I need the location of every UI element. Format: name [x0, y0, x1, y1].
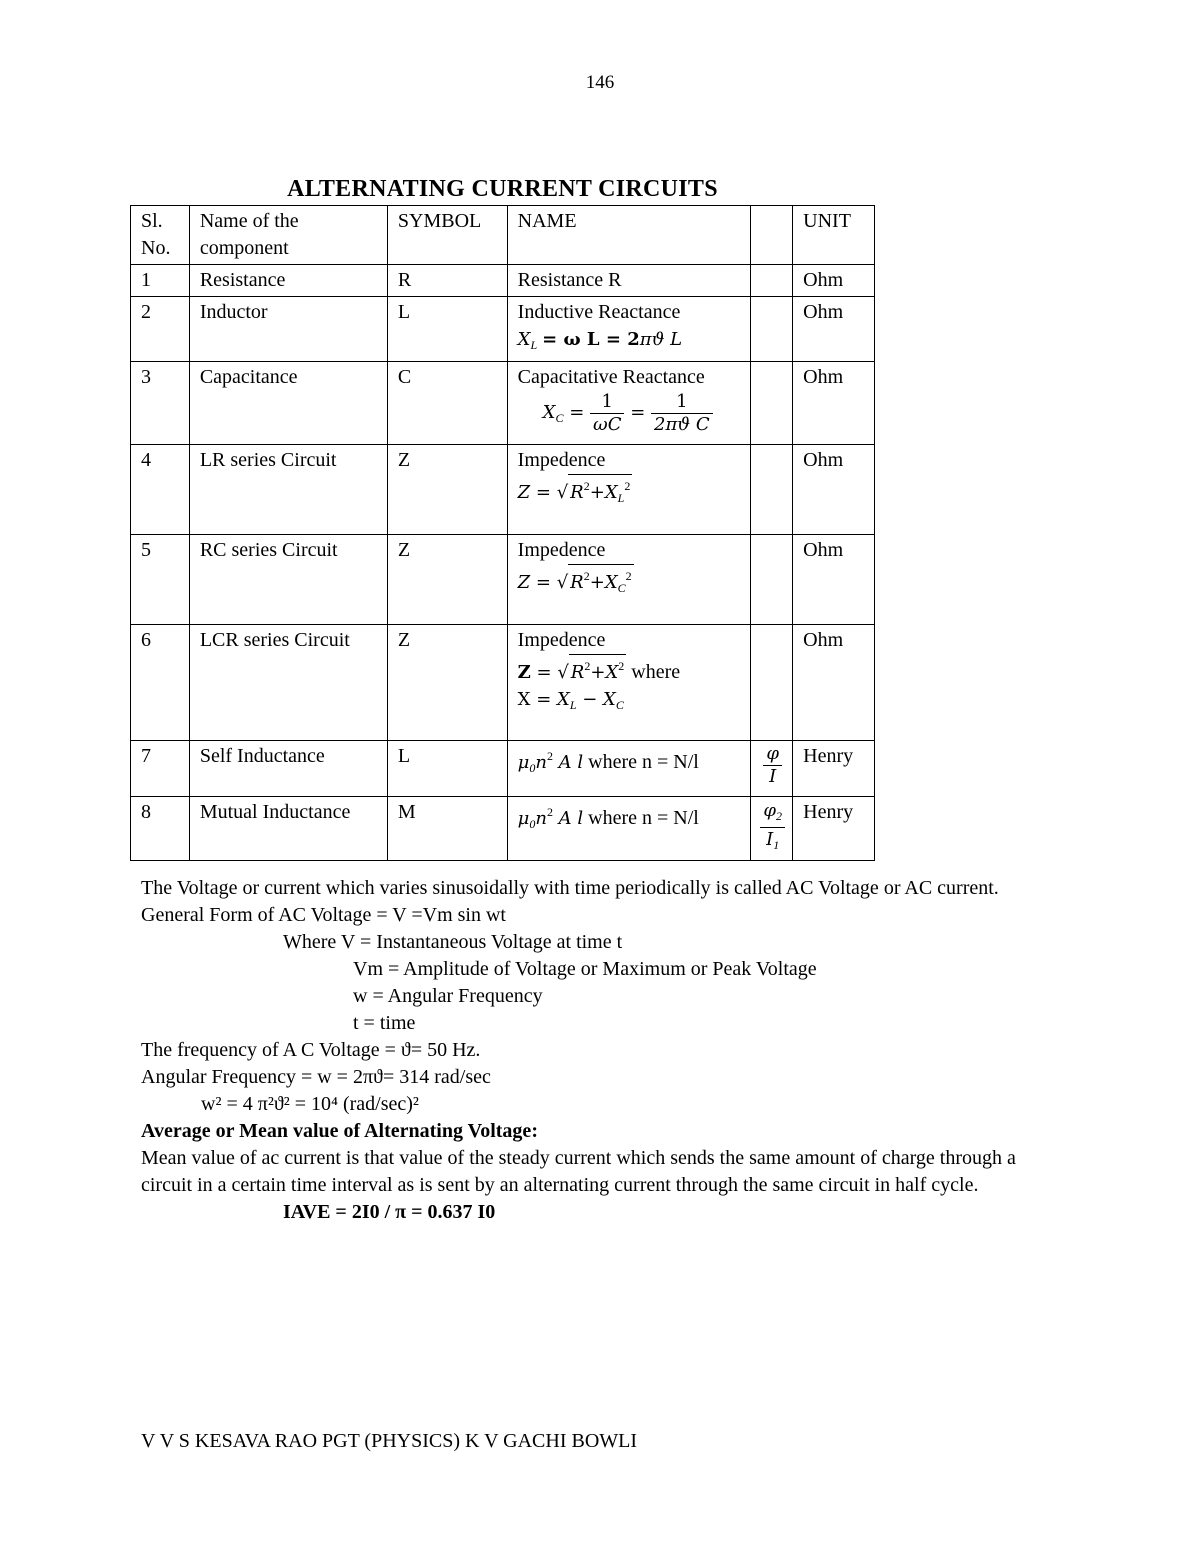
- inductive-reactance-formula: $X_L = \omega$ L = 2πϑ L: [517, 329, 683, 352]
- row-name-cell: [507, 445, 751, 535]
- row-component: Inductor: [189, 297, 387, 362]
- table-row: [131, 535, 875, 625]
- table-row: [131, 445, 875, 535]
- row-sl: 8: [131, 797, 190, 861]
- row-component: Self Inductance: [189, 741, 387, 797]
- header-unit: UNIT: [793, 206, 875, 265]
- ac-definition: The Voltage or current which varies sinusoidally with time periodically is called AC Voltage or AC current.: [141, 877, 999, 899]
- row-name: Resistance R: [507, 265, 751, 297]
- header-symbol: SYMBOL: [387, 206, 507, 265]
- where-label: where: [631, 661, 681, 683]
- page-number: 146: [585, 72, 615, 93]
- where-w: w = Angular Frequency: [353, 985, 543, 1007]
- row-symbol: Z: [387, 625, 507, 741]
- where-vm: Vm = Amplitude of Voltage or Maximum or Peak Voltage: [353, 958, 817, 980]
- mutual-inductance-formula: $\mu_0n^2$ A l: [517, 805, 584, 831]
- row-symbol: Z: [387, 445, 507, 535]
- row-component: Resistance: [189, 265, 387, 297]
- row-sl: 6: [131, 625, 190, 741]
- row-extra: [751, 625, 793, 741]
- header-name: NAME: [507, 206, 751, 265]
- row-component: RC series Circuit: [189, 535, 387, 625]
- row-name: Inductive Reactance: [517, 301, 681, 323]
- row-extra: [751, 797, 793, 861]
- table-row: [131, 741, 875, 797]
- row-unit: Ohm: [793, 362, 875, 445]
- table-row: [131, 297, 875, 362]
- where-v: Where V = Instantaneous Voltage at time t: [283, 931, 623, 953]
- row-symbol: R: [387, 265, 507, 297]
- page-footer: V V S KESAVA RAO PGT (PHYSICS) K V GACHI BOWLI: [141, 1430, 638, 1452]
- body-text: [141, 875, 1061, 1226]
- lcr-impedance-formula: Z = √ $R^2+X^2$ where: [518, 654, 748, 686]
- row-name-cell: [507, 535, 751, 625]
- row-name: Capacitative Reactance: [517, 366, 705, 388]
- table-row: [131, 362, 875, 445]
- row-extra: [751, 297, 793, 362]
- row-name-cell: [507, 625, 751, 741]
- omega-squared-line: w² = 4 π²ϑ² = 10⁴ (rad/sec)²: [201, 1093, 419, 1115]
- net-reactance-formula: $X = X_L - X_C$: [517, 689, 624, 712]
- row-sl: 5: [131, 535, 190, 625]
- row-sl: 1: [131, 265, 190, 297]
- row-component: Mutual Inductance: [189, 797, 387, 861]
- row-unit: Ohm: [793, 445, 875, 535]
- row-extra: [751, 535, 793, 625]
- row-symbol: L: [387, 741, 507, 797]
- rc-impedance-formula: Z = √ $R^2+X_C^2$: [518, 564, 748, 599]
- table-row: [131, 265, 875, 297]
- row-name-cell: [507, 741, 751, 797]
- row-extra: [751, 362, 793, 445]
- table-row: [131, 797, 875, 861]
- self-inductance-formula: $\mu_0n^2$ A l: [517, 749, 584, 775]
- row-extra: [751, 445, 793, 535]
- row-unit: Ohm: [793, 535, 875, 625]
- row-symbol: L: [387, 297, 507, 362]
- row-symbol: C: [387, 362, 507, 445]
- mean-value-definition: Mean value of ac current is that value of the steady current which sends the same amount of charge through a circuit in a certain time interval as is sent by an alternating current through the same circuit in half cycle.: [141, 1147, 1016, 1196]
- row-extra: [751, 265, 793, 297]
- row-sl: 7: [131, 741, 190, 797]
- lr-impedance-formula: Z = √ $R^2+X_L^2$: [518, 474, 748, 509]
- row-name: Impedence: [517, 449, 606, 471]
- row-name: Impedence: [517, 539, 606, 561]
- flux-over-current: $\frac{\varphi}{I}$: [763, 743, 782, 788]
- table-row: [131, 625, 875, 741]
- general-form: General Form of AC Voltage = V =Vm sin wt: [141, 904, 506, 926]
- row-symbol: Z: [387, 535, 507, 625]
- angular-frequency-line: Angular Frequency = w = 2πϑ= 314 rad/sec: [141, 1066, 491, 1088]
- row-sl: 2: [131, 297, 190, 362]
- row-component: LCR series Circuit: [189, 625, 387, 741]
- row-unit: Ohm: [793, 297, 875, 362]
- row-unit: Ohm: [793, 265, 875, 297]
- average-current-formula: IAVE = 2I0 / π = 0.637 I0: [283, 1201, 496, 1223]
- header-component: Name of the component: [189, 206, 387, 265]
- row-symbol: M: [387, 797, 507, 861]
- row-name-cell: [507, 362, 751, 445]
- row-sl: 4: [131, 445, 190, 535]
- row-unit: Henry: [793, 797, 875, 861]
- row-unit: Henry: [793, 741, 875, 797]
- row-name-cell: [507, 297, 751, 362]
- row-sl: 3: [131, 362, 190, 445]
- section-heading: Average or Mean value of Alternating Voltage:: [141, 1120, 538, 1142]
- page-title: ALTERNATING CURRENT CIRCUITS: [287, 176, 718, 202]
- capacitive-reactance-formula: $X_C$ = $\frac{1}{\omega C}$ = $\frac{1}{\text{2πϑ C}}$: [518, 391, 748, 436]
- where-t: t = time: [353, 1012, 416, 1034]
- table-header-row: [131, 206, 875, 265]
- row-unit: Ohm: [793, 625, 875, 741]
- flux2-over-current1: $\frac{\varphi_2}{I_1}$: [760, 799, 785, 856]
- row-extra: [751, 741, 793, 797]
- components-table: [130, 205, 875, 861]
- header-extra: [751, 206, 793, 265]
- row-name: where n = N/l: [588, 807, 699, 829]
- frequency-line: The frequency of A C Voltage = ϑ= 50 Hz.: [141, 1039, 481, 1061]
- header-sl-no: Sl. No.: [131, 206, 190, 265]
- row-name-cell: [507, 797, 751, 861]
- row-component: Capacitance: [189, 362, 387, 445]
- row-name: Impedence: [517, 629, 606, 651]
- row-component: LR series Circuit: [189, 445, 387, 535]
- row-name: where n = N/l: [588, 751, 699, 773]
